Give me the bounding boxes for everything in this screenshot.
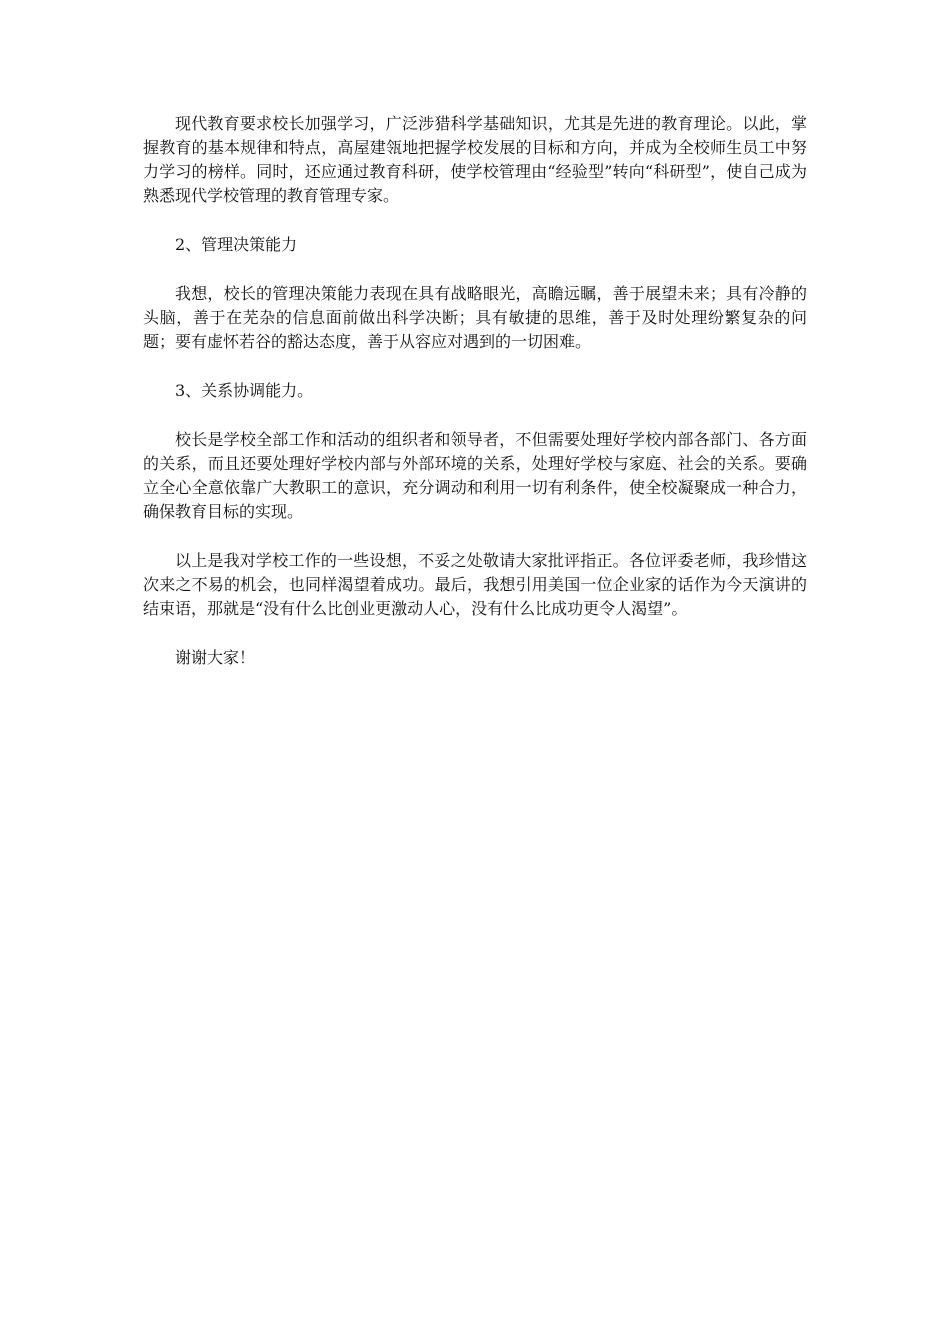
paragraph-decision-ability: 我想，校长的管理决策能力表现在具有战略眼光，高瞻远瞩，善于展望未来；具有冷静的头脑，善于在芜杂的信息面前做出科学决断；具有敏捷的思维，善于及时处理纷繁复杂的问题；要有虚怀若谷的豁达态度，善于从容应对遇到的一切困难。 bbox=[143, 284, 807, 351]
paragraph-coordination-ability: 校长是学校全部工作和活动的组织者和领导者，不但需要处理好学校内部各部门、各方面的关系，而且还要处理好学校内部与外部环境的关系，处理好学校与家庭、社会的关系。要确立全心全意依靠广大教职工的意识，充分调动和利用一切有利条件，使全校凝聚成一种合力，确保教育目标的实现。 bbox=[143, 430, 807, 521]
paragraph-learning: 现代教育要求校长加强学习，广泛涉猎科学基础知识，尤其是先进的教育理论。以此，掌握教育的基本规律和特点，高屋建瓴地把握学校发展的目标和方向，并成为全校师生员工中努力学习的榜样。同时，还应通过教育科研，使学校管理由“经验型”转向“科研型”，使自己成为熟悉现代学校管理的教育管理专家。 bbox=[143, 114, 807, 205]
heading-coordination-ability: 3、关系协调能力。 bbox=[175, 381, 314, 400]
paragraph-conclusion: 以上是我对学校工作的一些设想，不妥之处敬请大家批评指正。各位评委老师，我珍惜这次来之不易的机会，也同样渴望着成功。最后，我想引用美国一位企业家的话作为今天演讲的结束语，那就是“没有什么比创业更激动人心，没有什么比成功更令人渴望”。 bbox=[143, 551, 807, 618]
document-body bbox=[143, 112, 807, 695]
paragraph-thanks: 谢谢大家！ bbox=[175, 648, 256, 667]
heading-decision-ability: 2、管理决策能力 bbox=[175, 235, 298, 254]
